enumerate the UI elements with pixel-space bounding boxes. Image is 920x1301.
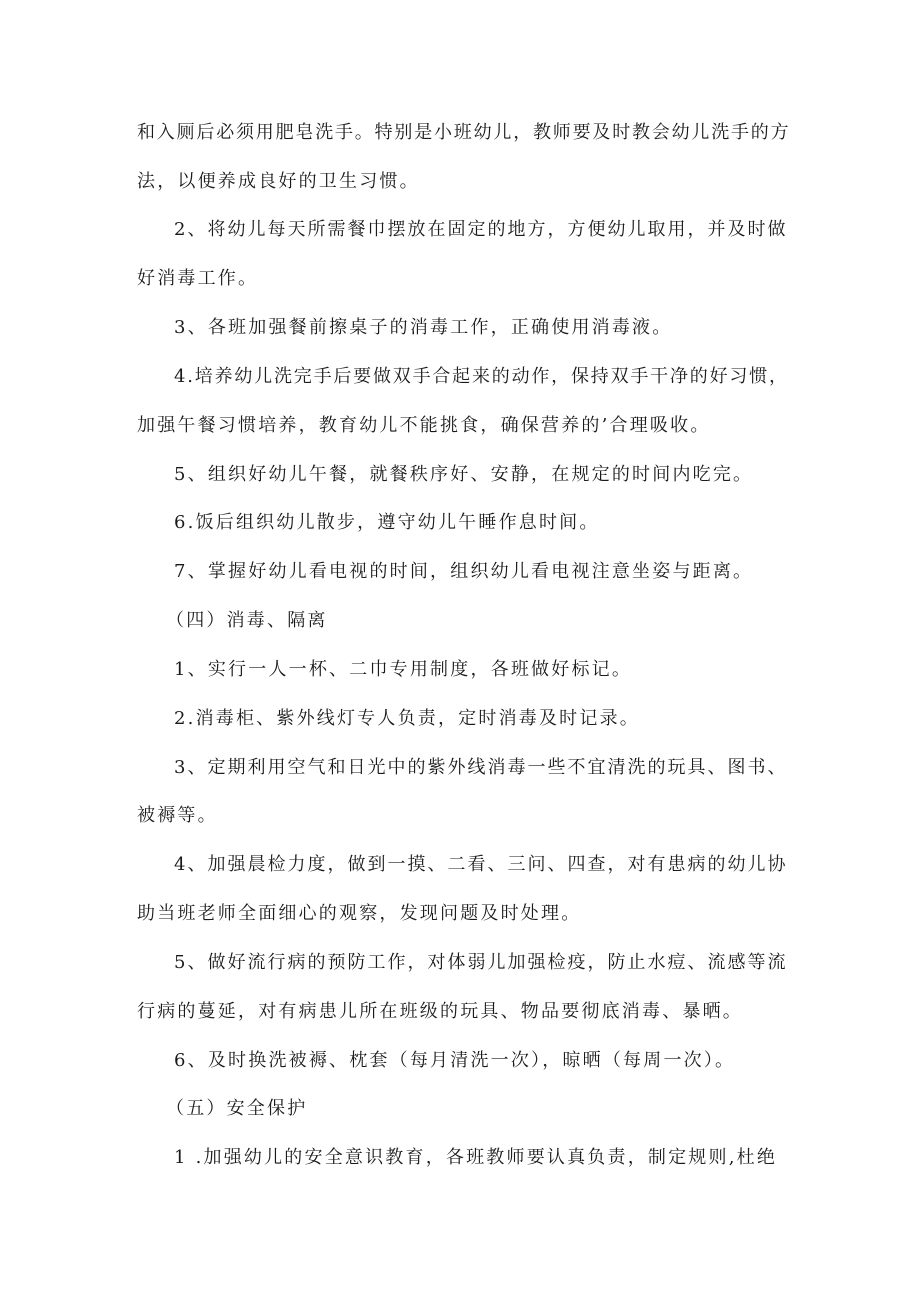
body-line-15: 4、加强晨检力度，做到一摸、二看、三问、四查，对有患病的幼儿协 bbox=[174, 854, 788, 875]
body-line-13: 3、定期利用空气和日光中的紫外线消毒一些不宜清洗的玩具、图书、 bbox=[174, 757, 788, 778]
section-heading-5: （五）安全保护 bbox=[166, 1098, 308, 1119]
body-line-19: 6、及时换洗被褥、枕套（每月清洗一次），晾晒（每周一次）。 bbox=[174, 1050, 736, 1071]
body-line-3: 2、将幼儿每天所需餐巾摆放在固定的地方，方便幼儿取用，并及时做 bbox=[174, 219, 788, 240]
body-line-5: 3、各班加强餐前擦桌子的消毒工作，正确使用消毒液。 bbox=[174, 317, 673, 338]
body-line-6: 4.培养幼儿洗完手后要做双手合起来的动作，保持双手干净的好习惯， bbox=[174, 366, 789, 387]
body-line-8: 5、组织好幼儿午餐，就餐秩序好、安静，在规定的时间内吃完。 bbox=[174, 464, 754, 485]
body-line-2: 法，以便养成良好的卫生习惯。 bbox=[137, 171, 420, 192]
body-line-9: 6.饭后组织幼儿散步，遵守幼儿午睡作息时间。 bbox=[174, 512, 600, 533]
body-line-10: 7、掌握好幼儿看电视的时间，组织幼儿看电视注意坐姿与距离。 bbox=[174, 561, 754, 582]
body-line-20: 1 .加强幼儿的安全意识教育，各班教师要认真负责，制定规则,杜绝 bbox=[174, 1147, 778, 1168]
body-line-7: 加强午餐习惯培养，教育幼儿不能挑食，确保营养的’合理吸收。 bbox=[137, 415, 711, 436]
body-line-16: 助当班老师全面细心的观察，发现问题及时处理。 bbox=[137, 903, 582, 924]
body-line-17: 5、做好流行病的预防工作，对体弱儿加强检疫，防止水痘、流感等流 bbox=[174, 952, 788, 973]
body-line-1: 和入厕后必须用肥皂洗手。特别是小班幼儿，教师要及时教会幼儿洗手的方 bbox=[137, 122, 791, 143]
body-line-11: 1、实行一人一杯、二巾专用制度，各班做好标记。 bbox=[174, 659, 633, 680]
body-line-18: 行病的蔓延，对有病患儿所在班级的玩具、物品要彻底消毒、暴晒。 bbox=[137, 1001, 743, 1022]
body-line-12: 2.消毒柜、紫外线灯专人负责，定时消毒及时记录。 bbox=[174, 708, 640, 729]
body-line-14: 被褥等。 bbox=[137, 805, 218, 826]
body-line-4: 好消毒工作。 bbox=[137, 268, 259, 289]
section-heading-4: （四）消毒、隔离 bbox=[166, 610, 328, 631]
